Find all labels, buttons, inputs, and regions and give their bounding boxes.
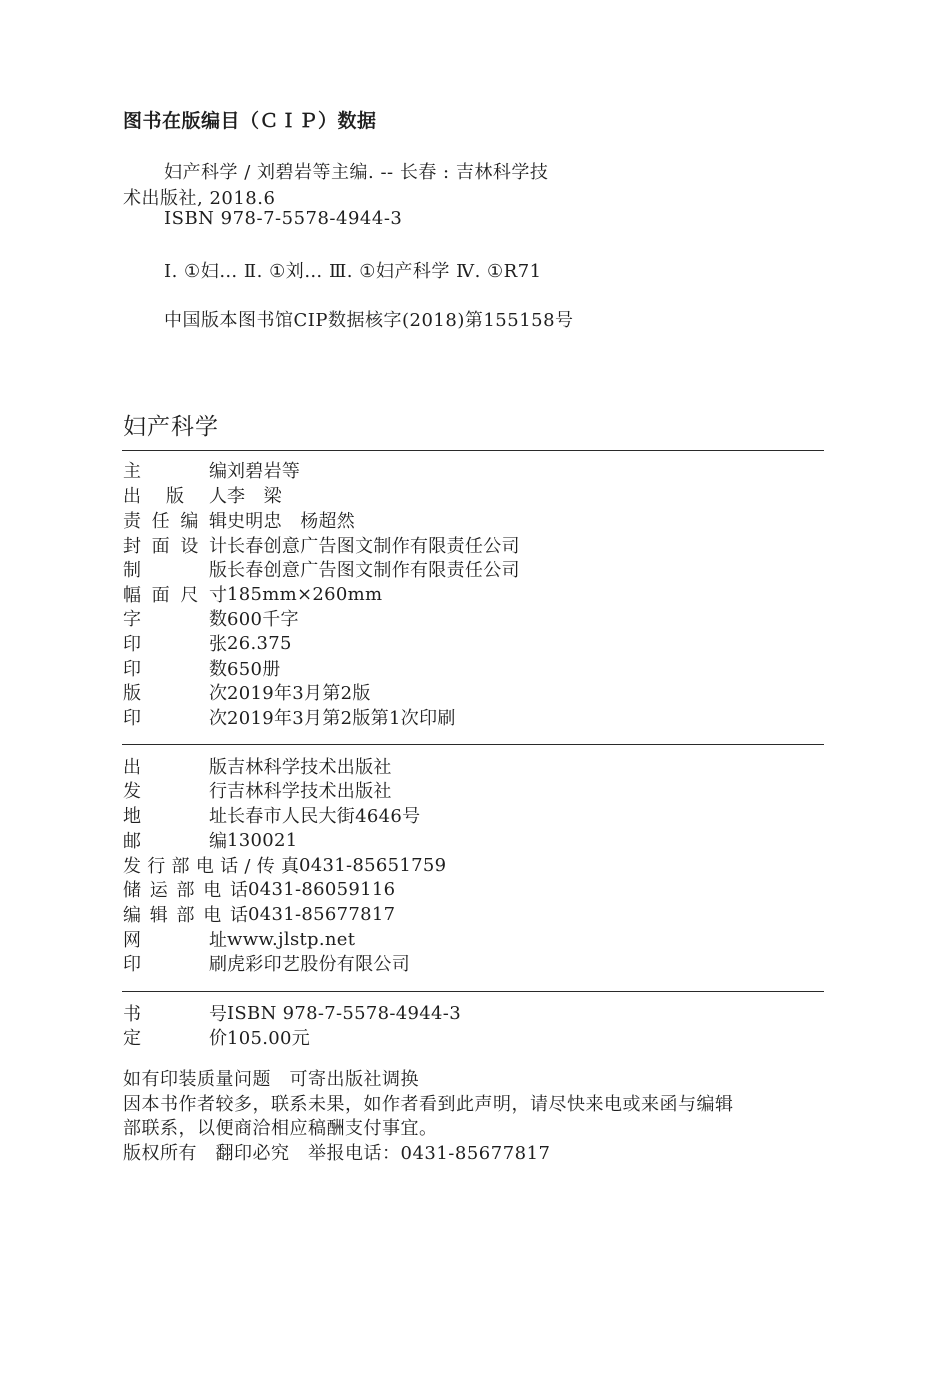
publisher-row (123, 803, 420, 827)
publisher-label: 出 版 (123, 757, 227, 778)
publisher-label: 邮 编 (123, 831, 227, 852)
credit-label: 印 数 (123, 659, 227, 680)
website-link: www.jlstp.net (227, 928, 356, 950)
credit-value: 史明忠 杨超然 (227, 511, 356, 532)
publisher-label: 发行部电话/传真 (123, 856, 299, 877)
publisher-row (123, 877, 395, 901)
credit-label: 印 张 (123, 634, 227, 655)
credit-row (123, 631, 292, 655)
isbn-value: ISBN 978-7-5578-4944-3 (227, 1002, 461, 1024)
publisher-value: 0431-85651759 (299, 854, 447, 876)
cip-isbn: ISBN 978-7-5578-4944-3 (164, 208, 403, 229)
cip-classification: Ⅰ. ①妇… Ⅱ. ①刘… Ⅲ. ①妇产科学 Ⅳ. ①R71 (164, 261, 542, 282)
pricing-row (123, 1001, 461, 1025)
credit-value: 26.375 (227, 632, 292, 654)
publisher-row (123, 853, 446, 877)
credit-row (123, 705, 456, 729)
publisher-value: 0431-86059116 (248, 878, 396, 900)
credit-row (123, 680, 371, 704)
credit-row (123, 508, 355, 532)
publisher-label: 编辑部电话 (123, 905, 248, 926)
credit-label: 印 次 (123, 708, 227, 729)
credit-label: 主 编 (123, 461, 227, 482)
credit-value: 2019年3月第2版第1次印刷 (227, 708, 456, 729)
publisher-label: 地 址 (123, 806, 227, 827)
publisher-label: 网 址 (123, 930, 227, 951)
pricing-label: 书 号 (123, 1004, 227, 1025)
cip-record-line: 妇产科学 / 刘碧岩等主编. -- 长春 : 吉林科学技 (164, 162, 549, 183)
credit-row (123, 606, 299, 630)
quality-notice: 如有印装质量问题 可寄出版社调换 (123, 1069, 419, 1090)
publisher-label: 印 刷 (123, 954, 227, 975)
credit-value: 刘碧岩等 (227, 461, 301, 482)
book-title: 妇产科学 (123, 414, 219, 440)
credit-label: 字 数 (123, 609, 227, 630)
credit-row (123, 533, 520, 557)
cip-record-line: 术出版社, 2018.6 (123, 188, 276, 209)
cip-verification-number: 中国版本图书馆CIP数据核字(2018)第155158号 (164, 310, 574, 331)
publisher-value: 长春市人民大街4646号 (227, 806, 421, 827)
credit-row (123, 656, 281, 680)
pricing-row (123, 1025, 310, 1049)
credit-row (123, 557, 520, 581)
credit-value: 长春创意广告图文制作有限责任公司 (227, 560, 520, 581)
credit-label: 封面设计 (123, 536, 227, 557)
credit-value: 李 梁 (227, 486, 282, 507)
credit-value: 185mm×260mm (227, 583, 383, 605)
pricing-label: 定 价 (123, 1028, 227, 1049)
credit-label: 幅面尺寸 (123, 585, 227, 606)
publisher-value: 吉林科学技术出版社 (227, 757, 392, 778)
credit-row (123, 582, 382, 606)
publisher-row (123, 828, 298, 852)
credit-row (123, 483, 282, 507)
publisher-value: 130021 (227, 829, 298, 851)
publisher-row (123, 927, 355, 951)
credit-value: 2019年3月第2版 (227, 683, 371, 704)
cip-heading: 图书在版编目（ＣＩＰ）数据 (123, 110, 377, 132)
author-notice: 部联系，以便商洽相应稿酬支付事宜。 (123, 1118, 438, 1139)
credit-value: 长春创意广告图文制作有限责任公司 (227, 536, 520, 557)
divider (122, 450, 824, 451)
author-notice: 因本书作者较多，联系未果，如作者看到此声明，请尽快来电或来函与编辑 (123, 1094, 734, 1115)
credit-row (123, 458, 300, 482)
divider (122, 991, 824, 992)
publisher-row (123, 778, 392, 802)
publisher-value: 0431-85677817 (248, 903, 396, 925)
credit-value: 600千字 (227, 609, 299, 630)
price-value: 105.00元 (227, 1028, 311, 1049)
publisher-label: 发 行 (123, 781, 227, 802)
publisher-label: 储运部电话 (123, 880, 248, 901)
divider (122, 744, 824, 745)
publisher-value: 虎彩印艺股份有限公司 (227, 954, 410, 975)
copyright-notice: 版权所有 翻印必究 举报电话：0431-85677817 (123, 1143, 551, 1164)
publisher-row (123, 951, 410, 975)
credit-label: 制 版 (123, 560, 227, 581)
publisher-row (123, 902, 395, 926)
credit-label: 出版人 (123, 486, 227, 507)
credit-value: 650册 (227, 659, 281, 680)
credit-label: 责任编辑 (123, 511, 227, 532)
publisher-row (123, 754, 392, 778)
publisher-value: 吉林科学技术出版社 (227, 781, 392, 802)
credit-label: 版 次 (123, 683, 227, 704)
